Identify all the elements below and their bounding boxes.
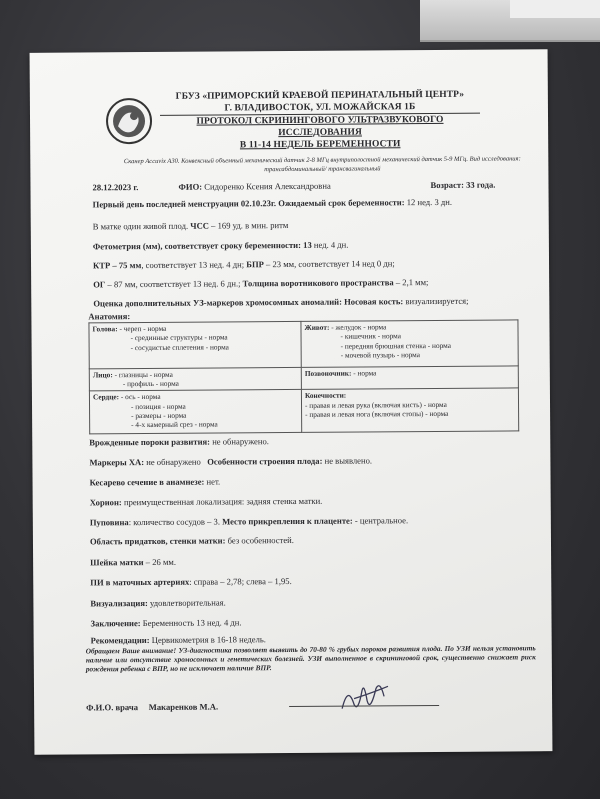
lmp-line xyxy=(93,197,452,210)
anatomy-head-cell: Голова: - череп - норма - срединные структуры - норма - сосудистые сплетения - норма xyxy=(89,321,301,368)
patient-fio xyxy=(178,181,330,192)
og-label: ОГ xyxy=(93,279,106,290)
org-name: ГБУЗ «ПРИМОРСКИЙ КРАЕВОЙ ПЕРИНАТАЛЬНЫЙ ЦЕНТР» xyxy=(175,89,465,102)
disclaimer-note: Обращаем Ваше внимание! УЗ-диагностика позволяет выявить до 70-80 % грубых пороков развития плода. По УЗИ нельзя установить наличие или отсутствие хромосомных и генетических болезней. УЗИ выполненное в скрининговой срок, существенно снижает риск рождения ребенка с ВПР, но не исключает наличие ВПР. xyxy=(85,643,536,674)
fetometry-weeks: 13 xyxy=(303,239,312,250)
ktr-label: КТР – 75 мм xyxy=(93,260,142,271)
fio-label: ФИО: xyxy=(178,181,203,192)
lmp-label: Первый день последней менструации 02.10.23г. xyxy=(92,198,277,210)
markers-line xyxy=(93,296,468,309)
visualization-line: Визуализация: удовлетворительная. xyxy=(90,597,226,609)
xa-line: Маркеры ХА: не обнаружено Особенности строения плода: не выявлено. xyxy=(89,455,373,468)
equipment-info: Сканер Accuvix A30. Конвексный объемный механический датчик 2-8 МГц внутриполостной механический датчик 5-9 МГц. Вид исследования: трансабдоминальный/ трансвагинальный xyxy=(123,155,521,173)
anatomy-abdomen-cell: Живот: - желудок - норма - кишечник - норма - передняя брюшная стенка - норма - мочевой пузырь - норма xyxy=(301,320,518,367)
expected-value: 12 нед. 3 дн. xyxy=(406,196,453,208)
protocol-title-3: В 11-14 НЕДЕЛЬ БЕРЕМЕННОСТИ xyxy=(239,139,401,151)
uterus-line xyxy=(93,220,289,231)
anatomy-limbs-cell: Конечности: - правая и левая рука (включая кисть) - норма - правая и левая нога (включая стопы) - норма xyxy=(301,388,518,432)
anatomy-face-cell: Лицо: - глазницы - норма - профиль - норма xyxy=(89,367,301,391)
expected-label: Ожидаемый срок беременности: xyxy=(278,197,405,209)
nt-value: – 2,1 мм; xyxy=(395,277,429,288)
recommendations-line: Рекомендации: Цервикометрия в 16-18 недель. xyxy=(90,634,266,646)
conclusion-line: Заключение: Беременность 13 нед. 4 дн. xyxy=(90,617,242,629)
background-object-top xyxy=(510,0,600,18)
protocol-title-2: ИССЛЕДОВАНИЯ xyxy=(278,127,362,139)
markers-label: Оценка дополнительных УЗ-маркеров хромосомных аномалий: Носовая кость: xyxy=(93,296,404,309)
anatomy-heart-cell: Сердце: - ось - норма - позиция - норма - размеры - норма - 4-х камерный срез - норма xyxy=(89,390,301,434)
anatomy-label: Анатомия: xyxy=(88,311,131,322)
fetometry-label: Фетометрия (мм), соответствует сроку беременности: xyxy=(92,239,302,252)
fetometry-line xyxy=(93,240,349,252)
cesarean-line: Кесарево сечение в анамнезе: нет. xyxy=(89,476,221,488)
chorion-line: Хорион: преимущественная локализация: задняя стенка матки. xyxy=(89,495,323,508)
cord-line: Пуповина: количество сосудов – 3. Место прикрепления к плаценте: - центральное. xyxy=(89,515,409,528)
bpr-value: – 23 мм, соответствует 14 нед 0 дн; xyxy=(265,258,395,270)
fio-value: Сидоренко Ксения Александровна xyxy=(204,180,331,192)
doctor-line: Ф.И.О. врача Макаренков М.А. xyxy=(86,701,219,713)
pi-line: ПИ в маточных артериях: справа – 2,78; слева – 1,95. xyxy=(90,575,292,588)
patient-age: Возраст: 33 года. xyxy=(430,179,496,191)
ktr-value: , соответствует 13 нед. 4 дн; xyxy=(141,259,245,271)
og-value: – 87 мм, соответствует 13 нед. 6 дн.; xyxy=(107,278,241,290)
perinatal-center-logo xyxy=(104,96,154,146)
hr-label: ЧСС xyxy=(190,220,210,231)
protocol-document xyxy=(30,49,553,755)
hr-value: – 169 уд. в мин. ритм xyxy=(211,220,289,231)
adnexa-line: Область придатков, стенки матки: без особенностей. xyxy=(89,534,294,547)
exam-date: 28.12.2023 г. xyxy=(92,182,139,193)
uterus-text: В матке один живой плод. xyxy=(92,220,189,232)
cervix-line: Шейка матки – 26 мм. xyxy=(90,556,176,568)
doctor-signature xyxy=(334,678,394,716)
fetometry-value: нед. 4 дн. xyxy=(313,239,349,250)
defects-line: Врожденные пороки развития: не обнаружено. xyxy=(89,436,269,448)
ktr-line xyxy=(93,258,395,270)
anatomy-spine-cell: Позвоночник: - норма xyxy=(301,365,518,389)
markers-value: визуализируется; xyxy=(405,295,469,307)
protocol-title-1: ПРОТОКОЛ СКРИНИНГОВОГО УЛЬТРАЗВУКОВОГО xyxy=(196,114,444,127)
nt-label: Толщина воротникового пространства xyxy=(242,277,394,289)
anatomy-table xyxy=(88,319,519,434)
og-line xyxy=(93,277,428,289)
org-address: Г. ВЛАДИВОСТОК, УЛ. МОЖАЙСКАЯ 1Б xyxy=(224,102,416,114)
bpr-label: БПР xyxy=(246,259,264,270)
